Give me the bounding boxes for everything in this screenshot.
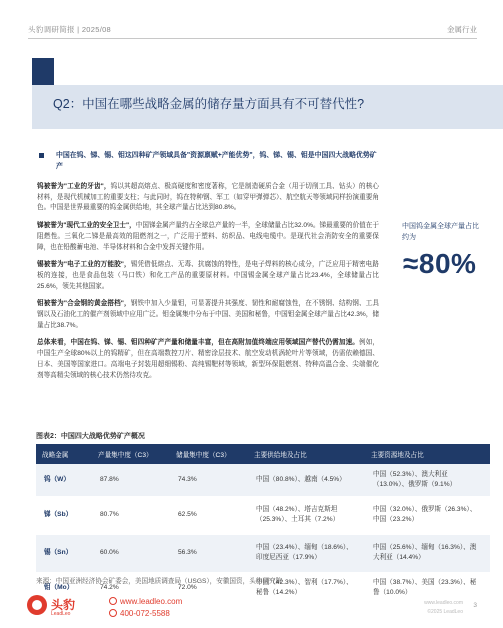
resource-cell: 中国（25.6%）、缅甸（16.3%）、澳大利亚（14.4%） <box>365 534 490 572</box>
resource-cell: 中国（52.3%）、澳大利亚（13.0%）、俄罗斯（9.1%） <box>365 464 490 496</box>
column-header: 战略金属 <box>36 444 92 464</box>
paragraph-tin <box>37 260 379 292</box>
paragraph-lead: 总体来看，中国在钨、锑、锡、钼四种矿产产量和储量丰富，但在高附加值终端应用领域国产替代仍需加速。 <box>37 339 359 347</box>
supply-cell: 中国（80.8%）、越南（4.5%） <box>248 464 365 496</box>
side-stat-label: 中国钨金属全球产量占比约为 <box>402 223 479 241</box>
paragraph-molybdenum <box>37 299 379 331</box>
reserve-cell: 74.3% <box>170 464 248 496</box>
production-cell: 74.2% <box>92 572 170 604</box>
header-right: 金属行业 <box>447 25 477 34</box>
logo-subtext: LeadLeo <box>51 611 71 617</box>
leadleo-logo-icon <box>27 595 47 615</box>
footer-phone-text: 400-072-5588 <box>120 609 170 618</box>
resource-cell: 中国（32.0%）、俄罗斯（26.3%）、中国（23.2%） <box>365 496 490 534</box>
metal-cell: 钨（W） <box>36 464 92 496</box>
footer-website-text: www.leadleo.com <box>120 597 183 606</box>
bullet-heading-text: 中国在钨、锑、锡、钼这四种矿产领域具备"资源禀赋+产能优势"，钨、锑、锡、钼是中国四大战略优势矿产 <box>56 152 377 170</box>
paragraph-lead: 锡被誉为"电子工业的万能胶"， <box>37 261 131 269</box>
metal-cell: 锡（Sn） <box>36 534 92 572</box>
supply-cell: 中国（48.2%）、塔吉克斯坦（25.3%）、土耳其（7.2%） <box>248 496 365 534</box>
bullet-heading <box>37 150 379 172</box>
paragraph-summary <box>37 338 379 381</box>
paragraph-body: 锡凭借低熔点、无毒、抗腐蚀的特性，是电子焊料的核心成分，广泛应用于精密电路板的连接，也是食品包装（马口铁）和化工产品的重要原材料。中国锡金属全球产量占比23.4%，全球储量占比25.6%，领先其他国家。 <box>37 261 379 290</box>
metal-cell: 钼（Mo） <box>36 572 92 604</box>
column-header: 产量集中度（C3） <box>92 444 170 464</box>
side-stat-value: ≈80% <box>403 248 477 279</box>
question-accent-block <box>32 58 54 85</box>
globe-icon <box>109 597 117 605</box>
header-divider <box>28 38 477 39</box>
square-bullet-icon <box>39 153 44 158</box>
paragraph-body: 例如，中国生产全球80%以上的钨精矿，但在高端数控刀片、精密涂层技术、航空发动机涡轮叶片等领域，仍需依赖德国、日本、美国等国家进口。高端电子封装用超细锡粉、高纯锡靶材等领域，新型环保阻燃剂、特种高温合金、尖端催化剂等高精尖领域的核心技术仍然待攻克。 <box>37 339 380 379</box>
table-row <box>36 534 490 572</box>
paragraph-body: 中国锑金属产量约占全球总产量的一半，全球储量占比32.0%。锑最重要的价值在于阻燃性。三氧化二锑是最高效的阻燃剂之一，广泛用于塑料、纺织品、电线电缆中。是现代社会消防安全的重要保障，也在铅酸蓄电池、半导体材料和合金中发挥关键作用。 <box>37 222 379 251</box>
column-header: 主要供给地及占比 <box>248 444 365 464</box>
paragraph-lead: 钼被誉为"合金钢的黄金搭档"， <box>37 300 131 308</box>
supply-cell: 中国（23.4%）、缅甸（18.6%）、印度尼西亚（17.9%） <box>248 534 365 572</box>
production-cell: 80.7% <box>92 496 170 534</box>
footer-right-url: www.leadleo.com <box>424 600 463 606</box>
column-header: 主要资源地及占比 <box>365 444 490 464</box>
table-row <box>36 464 490 496</box>
header-left: 头豹调研简报 | 2025/08 <box>28 25 112 34</box>
logo-text: 头豹 <box>51 598 76 612</box>
paragraph-lead: 钨被誉为"工业的牙齿"， <box>37 183 111 190</box>
paragraph-tungsten <box>37 182 379 214</box>
paragraph-lead: 锑被誉为"现代工业的安全卫士"， <box>37 222 136 230</box>
paragraph-body: 钢铁中加入少量钼，可显著提升其强度、韧性和耐腐蚀性，在不锈钢、结构钢、工具钢以及石油化工的催产剂领域中应用广泛。钼金属集中分布于中国、美国和秘鲁，中国钼金属全球产量占比42.3%，储量占比38.7%。 <box>37 300 379 329</box>
phone-icon <box>109 609 117 617</box>
question-title: Q2：中国在哪些战略金属的储存量方面具有不可替代性? <box>53 97 365 111</box>
production-cell: 87.8% <box>92 464 170 496</box>
table-header-row <box>36 444 490 464</box>
main-text <box>37 150 379 388</box>
reserve-cell: 56.3% <box>170 534 248 572</box>
footer-phone <box>109 609 170 618</box>
reserve-cell: 72.0% <box>170 572 248 604</box>
paragraph-body: 钨以其超高熔点、极高硬度和密度著称，它是制造硬质合金（用于切削工具、钻头）的核心材料，是现代机械加工的重要支柱；与此同时，钨在特种钢、军工（如穿甲弹弹芯）、航空航天等领域同样扮演重要角色。中国是世界最重要的钨金属供给地，其全球产量占比达到80.8%。 <box>37 183 379 212</box>
metal-cell: 锑（Sb） <box>36 496 92 534</box>
resource-cell: 中国（38.7%）、美国（23.3%）、秘鲁（10.0%） <box>365 572 490 604</box>
supply-cell: 中国（42.3%）、智利（17.7%）、秘鲁（14.2%） <box>248 572 365 604</box>
column-header: 储量集中度（C3） <box>170 444 248 464</box>
table-row <box>36 496 490 534</box>
footer-copyright: ©2025 LeadLeo <box>427 609 463 615</box>
reserve-cell: 62.5% <box>170 496 248 534</box>
table-title: 图表2：中国四大战略优势矿产概况 <box>36 433 145 440</box>
production-cell: 60.0% <box>92 534 170 572</box>
table-source: 来源：中国亚洲经济协会矿委会，美国地质调查局（USGS），安徽国资，头豹研究院 <box>36 578 283 585</box>
page-number: 3 <box>473 602 477 609</box>
paragraph-antimony <box>37 221 379 253</box>
footer-website-link[interactable] <box>109 597 182 606</box>
